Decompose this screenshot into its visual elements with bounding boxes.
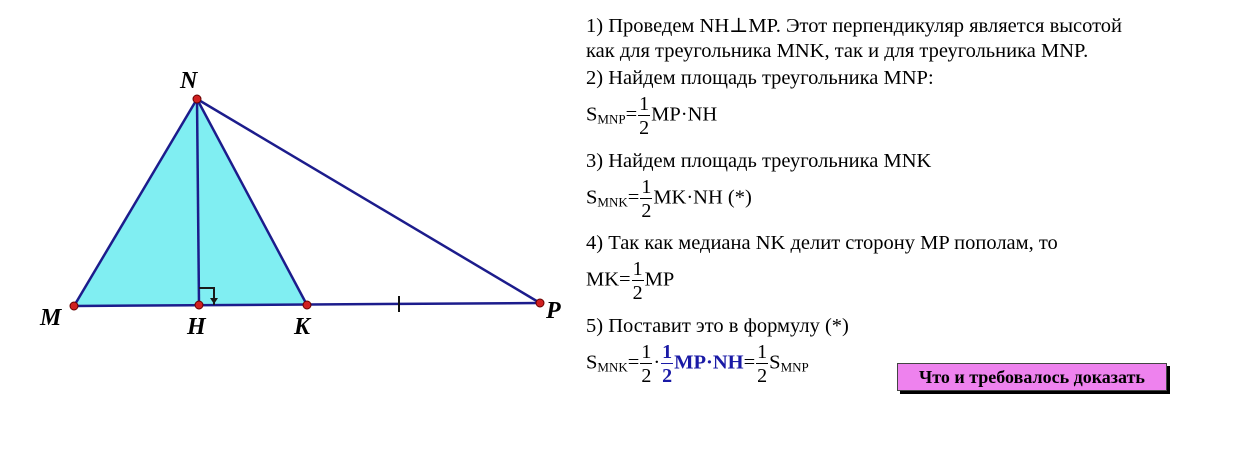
fraction-denominator: 2 bbox=[641, 365, 652, 387]
fraction-numerator: 1 bbox=[632, 258, 643, 280]
point-h bbox=[195, 301, 203, 309]
fraction-one-half-highlighted bbox=[661, 342, 673, 386]
formula-final bbox=[586, 342, 809, 386]
point-k bbox=[303, 301, 311, 309]
fraction-numerator: 1 bbox=[641, 176, 652, 198]
formula-subscript: MNP bbox=[597, 111, 626, 127]
fraction-numerator: 1 bbox=[641, 341, 652, 363]
fraction-denominator: 2 bbox=[757, 365, 768, 387]
formula-equals: = bbox=[625, 103, 638, 126]
formula-equals: = bbox=[627, 351, 640, 374]
triangle-mnk-fill bbox=[74, 99, 307, 306]
label-k: K bbox=[294, 314, 311, 340]
step-1-line-2: как для треугольника MNK, так и для треугольника MNP. bbox=[586, 40, 1089, 62]
step-4-heading: 4) Так как медиана NK делит сторону MP пополам, то bbox=[586, 232, 1058, 254]
fraction-numerator: 1 bbox=[757, 341, 768, 363]
formula-s: S bbox=[586, 186, 598, 209]
fraction-denominator: 2 bbox=[662, 365, 673, 387]
point-n bbox=[193, 95, 201, 103]
triangle-figure bbox=[0, 0, 580, 471]
fraction-numerator: 1 bbox=[662, 341, 673, 363]
point-m bbox=[70, 302, 78, 310]
formula-subscript: MNP bbox=[780, 359, 809, 375]
highlighted-substitution: MP·NH bbox=[674, 351, 744, 374]
formula-s: S bbox=[586, 103, 598, 126]
label-n: N bbox=[180, 68, 198, 94]
formula-equals: = bbox=[627, 186, 640, 209]
formula-mk bbox=[586, 259, 674, 303]
formula-rest: MP·NH bbox=[651, 103, 718, 126]
formula-lhs: MK= bbox=[586, 268, 631, 291]
formula-s-mnk bbox=[586, 177, 752, 221]
fraction-one-half bbox=[632, 259, 644, 303]
fraction-one-half bbox=[640, 342, 652, 386]
label-m: M bbox=[40, 305, 62, 331]
step-1-text-b: MP. Этот перпендикуляр является высотой bbox=[748, 15, 1123, 37]
formula-s-mnp bbox=[586, 94, 717, 138]
qed-button[interactable]: Что и требовалось доказать bbox=[897, 363, 1167, 391]
formula-s: S bbox=[769, 351, 781, 374]
step-1-text-a: 1) Проведем NH bbox=[586, 15, 730, 37]
formula-rest: MK·NH (*) bbox=[653, 186, 752, 209]
fraction-numerator: 1 bbox=[639, 93, 650, 115]
formula-subscript: MNK bbox=[597, 194, 628, 210]
step-3-heading: 3) Найдем площадь треугольника MNK bbox=[586, 150, 932, 172]
fraction-one-half bbox=[756, 342, 768, 386]
fraction-denominator: 2 bbox=[632, 282, 643, 304]
label-p: P bbox=[546, 298, 561, 324]
fraction-one-half bbox=[640, 177, 652, 221]
fraction-denominator: 2 bbox=[639, 117, 650, 139]
formula-subscript: MNK bbox=[597, 359, 628, 375]
formula-rest: MP bbox=[644, 268, 675, 291]
fraction-denominator: 2 bbox=[641, 200, 652, 222]
label-h: H bbox=[187, 314, 206, 340]
point-p bbox=[536, 299, 544, 307]
step-2-heading: 2) Найдем площадь треугольника MNP: bbox=[586, 67, 934, 89]
step-1-line-1 bbox=[586, 14, 1122, 38]
formula-s: S bbox=[586, 351, 598, 374]
fraction-one-half bbox=[638, 94, 650, 138]
multiply-dot: · bbox=[653, 351, 661, 374]
step-5-heading: 5) Поставит это в формулу (*) bbox=[586, 315, 849, 337]
perpendicular-symbol: ⊥ bbox=[729, 15, 749, 37]
formula-equals: = bbox=[743, 351, 756, 374]
